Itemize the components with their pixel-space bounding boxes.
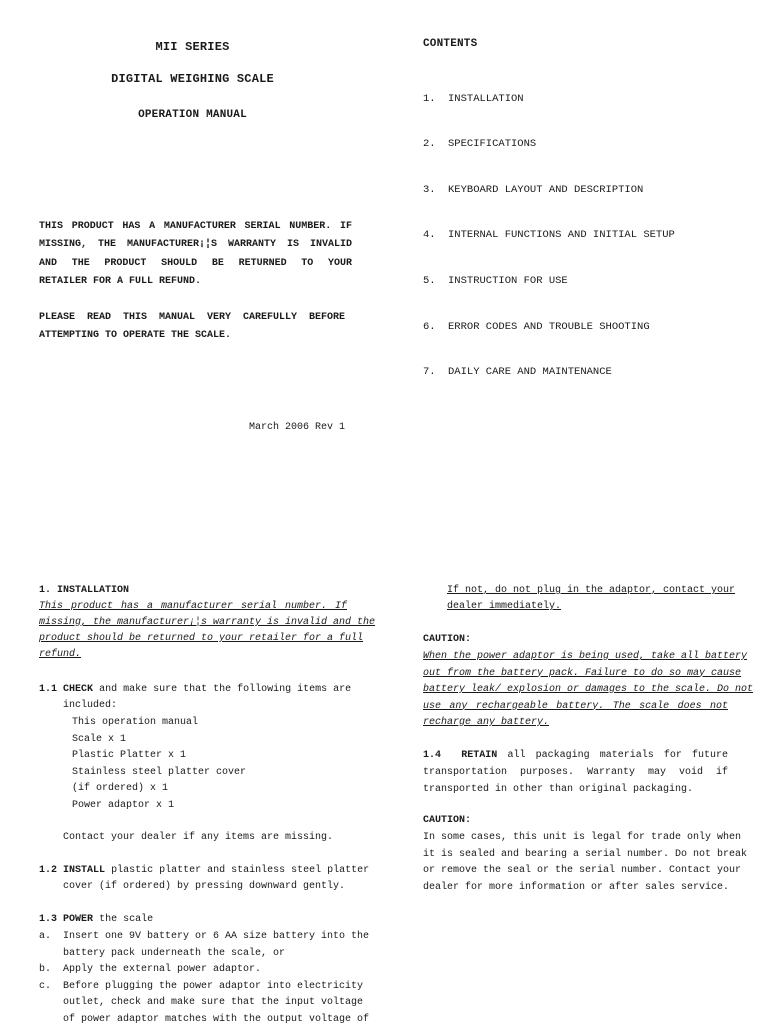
toc-number: 3. — [423, 184, 436, 196]
toc-number: 4. — [423, 229, 436, 241]
toc-label: INTERNAL FUNCTIONS AND INITIAL SETUP — [448, 229, 675, 241]
step-label: c. — [39, 980, 52, 992]
notice-line: THIS PRODUCT HAS A MANUFACTURER SERIAL NUMBER. IF — [39, 221, 352, 232]
caution-line: dealer for more information or after sales service. — [423, 881, 730, 893]
toc-number: 1. — [423, 93, 436, 105]
step-line: outlet, check and make sure that the input voltage — [63, 997, 364, 1008]
step-label: a. — [39, 931, 52, 942]
power-line — [39, 912, 153, 928]
toc-item — [423, 365, 612, 379]
list-item: Scale x 1 — [72, 733, 127, 745]
toc-label: INSTRUCTION FOR USE — [448, 275, 568, 287]
contact-missing: Contact your dealer if any items are missing. — [63, 832, 334, 843]
read-line: PLEASE READ THIS MANUAL VERY CAREFULLY BEFORE — [39, 312, 345, 323]
cover-title-product: DIGITAL WEIGHING SCALE — [111, 72, 274, 86]
step-number: 1.2 — [39, 865, 58, 876]
continuation-line: dealer immediately. — [447, 601, 562, 612]
warning-line: This product has a manufacturer serial number. If — [39, 601, 347, 612]
toc-number: 2. — [423, 138, 436, 150]
step-number: 1.4 — [423, 750, 442, 761]
power-step — [39, 962, 349, 978]
power-steps — [39, 929, 370, 1028]
step-text: all packaging materials for future — [507, 750, 728, 761]
step-line: of power adaptor matches with the output voltage of — [63, 1013, 370, 1025]
step-label: b. — [39, 964, 52, 975]
check-instruction — [39, 684, 351, 695]
toc-item — [423, 228, 675, 242]
read-manual-notice — [39, 309, 345, 346]
revision-date: March 2006 Rev 1 — [249, 422, 346, 433]
step-text: and make sure that the following items are — [99, 684, 352, 695]
contents-heading: CONTENTS — [423, 38, 478, 50]
warning-line: missing, the manufacturer¡¦s warranty is invalid and the — [39, 617, 376, 628]
caution-line: When the power adaptor is being used, take all battery — [423, 651, 748, 662]
retain-line: transported in other than original packaging. — [423, 783, 694, 795]
step-keyword: RETAIN — [461, 750, 498, 761]
step-line: battery pack underneath the scale, or — [63, 947, 286, 959]
caution-heading: CAUTION: — [423, 634, 472, 645]
install-line-2: cover (if ordered) by pressing downward gently. — [63, 881, 346, 892]
toc-item — [423, 274, 568, 288]
caution-line: use any rechargeable battery. The scale does not — [423, 700, 728, 712]
step-text: plastic platter and stainless steel platter — [111, 865, 370, 876]
step-line: Apply the external power adaptor. — [63, 964, 262, 975]
read-line: ATTEMPTING TO OPERATE THE SCALE. — [39, 330, 232, 342]
step-keyword: INSTALL — [63, 865, 106, 876]
toc-item — [423, 137, 536, 151]
retain-instruction — [423, 750, 728, 761]
retain-continuation — [423, 765, 728, 798]
caution-line: out from the battery pack. Failure to do so may cause — [423, 667, 742, 679]
seal-caution — [423, 830, 748, 896]
serial-warning — [39, 599, 376, 663]
toc-label: INSTALLATION — [448, 93, 524, 105]
caution-line: it is sealed and bearing a serial number. Do not break — [423, 848, 748, 860]
caution-line: battery leak/ explosion or damages to the scale. Do not — [423, 684, 754, 695]
caution-line: or remove the seal or the serial number. Contact your — [423, 865, 742, 876]
list-item: Stainless steel platter cover — [72, 766, 247, 778]
toc-number: 7. — [423, 366, 436, 378]
step-keyword: POWER — [63, 914, 94, 925]
toc-number: 6. — [423, 321, 436, 333]
step-line: Insert one 9V battery or 6 AA size battery into the — [63, 931, 370, 942]
notice-line: RETAILER FOR A FULL REFUND. — [39, 275, 202, 287]
continuation-line: If not, do not plug in the adaptor, contact your — [447, 585, 736, 596]
package-items — [72, 715, 246, 814]
installation-heading: 1. INSTALLATION — [39, 585, 130, 596]
check-line — [39, 682, 352, 698]
cover-title-series: MII SERIES — [155, 40, 230, 54]
step-line: Before plugging the power adaptor into electricity — [63, 980, 364, 992]
retain-line: transportation purposes. Warranty may void if — [423, 767, 728, 778]
toc-item — [423, 92, 524, 106]
toc-item — [423, 183, 643, 197]
warning-line: refund. — [39, 649, 82, 660]
step-keyword: CHECK — [63, 684, 94, 695]
caution-heading: CAUTION: — [423, 815, 472, 826]
toc-label: SPECIFICATIONS — [448, 138, 537, 150]
toc-item — [423, 320, 650, 334]
adaptor-continuation — [447, 583, 736, 615]
step-text: the scale — [99, 914, 154, 925]
retain-line — [423, 748, 728, 764]
step-number: 1.1 — [39, 684, 58, 695]
serial-notice — [39, 218, 352, 291]
list-item: Power adaptor x 1 — [72, 799, 175, 811]
notice-line: AND THE PRODUCT SHOULD BE RETURNED TO YOUR — [39, 257, 352, 269]
toc-label: DAILY CARE AND MAINTENANCE — [448, 366, 612, 378]
list-item: (if ordered) x 1 — [72, 783, 169, 794]
power-step — [39, 929, 370, 962]
toc-label: ERROR CODES AND TROUBLE SHOOTING — [448, 321, 650, 333]
toc-number: 5. — [423, 275, 436, 287]
toc-label: KEYBOARD LAYOUT AND DESCRIPTION — [448, 184, 644, 196]
check-line-2: included: — [63, 700, 118, 711]
cover-title-manual: OPERATION MANUAL — [138, 109, 247, 121]
caution-line: recharge any battery. — [423, 717, 550, 728]
install-line — [39, 863, 369, 879]
battery-caution — [423, 649, 754, 731]
warning-line: product should be returned to your retailer for a full — [39, 633, 364, 644]
list-item: Plastic Platter x 1 — [72, 750, 187, 761]
step-number: 1.3 — [39, 914, 58, 925]
notice-line: MISSING, THE MANUFACTURER¡¦S WARRANTY IS INVALID — [39, 239, 352, 251]
caution-line: In some cases, this unit is legal for trade only when — [423, 832, 742, 843]
power-step — [39, 979, 370, 1028]
list-item: This operation manual — [72, 717, 199, 728]
